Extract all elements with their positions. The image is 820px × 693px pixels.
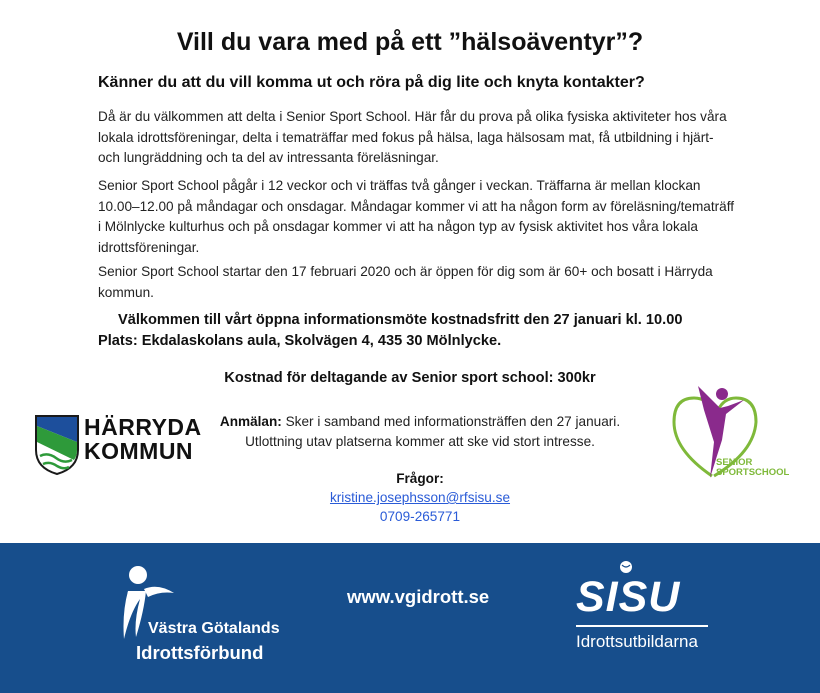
sisu-subtitle: Idrottsutbildarna xyxy=(576,632,698,651)
signup-block xyxy=(200,412,640,452)
page-title: Vill du vara med på ett ”hälsoäventyr”? xyxy=(176,28,644,56)
sss-sportschool-text: SPORTSCHOOL xyxy=(716,467,790,478)
harryda-name: HÄRRYDA xyxy=(84,414,202,440)
sisu-logo xyxy=(574,553,724,663)
paragraph-schedule: Senior Sport School pågår i 12 veckor och vi träffas två gånger i veckan. Träffarna är mellan klockan 10.00–12.00 på måndagar och onsdagar. Måndagar kommer vi att ha någon form av föreläsning/tematräff i Mölnlycke kulturhus och på onsdagar kommer vi att ha någon typ av fysisk aktivitet hos våra lokala idrottsföreningar. xyxy=(98,178,735,255)
footer-banner xyxy=(0,543,820,693)
harryda-kommun-logo xyxy=(34,412,202,478)
signup-lottery-text: Utlottning utav platserna kommer att ske vid stort intresse. xyxy=(245,434,595,449)
sss-senior-text: SENIOR xyxy=(716,457,753,468)
welcome-info-meeting: Välkommen till vårt öppna informationsmöte kostnadsfritt den 27 januari kl. 10.00 xyxy=(118,312,683,328)
meeting-place: Plats: Ekdalaskolans aula, Skolvägen 4, 435 30 Mölnlycke. xyxy=(98,333,502,349)
harryda-shield-icon xyxy=(34,412,80,476)
senior-sport-school-logo xyxy=(664,380,794,490)
contact-email-link[interactable]: kristine.josephsson@rfsisu.se xyxy=(329,490,511,505)
paragraph-intro: Då är du välkommen att delta i Senior Sport School. Här får du prova på olika fysiska aktiviteter hos våra lokala idrottsföreningar, delta i tematräffar med fokus på hälsa, laga hälsosam mat, få utbildning i hjärt- och lungräddning och ta del av intressanta föreläsningar. xyxy=(98,109,727,165)
cost-line: Kostnad för deltagande av Senior sport school: 300kr xyxy=(224,370,596,386)
kommun-name: KOMMUN xyxy=(84,438,194,464)
vgi-name-line1: Västra Götalands xyxy=(148,620,280,637)
website-link[interactable]: www.vgidrott.se xyxy=(347,586,490,607)
sisu-underline xyxy=(576,625,708,627)
signup-label: Anmälan: xyxy=(219,414,282,429)
sisu-name: SISU xyxy=(576,573,681,621)
questions-label: Frågor: xyxy=(396,471,444,486)
questions-block xyxy=(260,469,580,526)
vgi-name-line2: Idrottsförbund xyxy=(136,642,264,663)
signup-text: Sker i samband med informationsträffen den 27 januari. xyxy=(281,414,621,429)
intro-question: Känner du att du vill komma ut och röra på dig lite och knyta kontakter? xyxy=(98,74,645,91)
paragraph-start: Senior Sport School startar den 17 februari 2020 och är öppen för dig som är 60+ och bosatt i Härryda kommun. xyxy=(98,264,713,300)
contact-phone: 0709-265771 xyxy=(379,509,461,524)
vgi-logo xyxy=(118,563,298,673)
